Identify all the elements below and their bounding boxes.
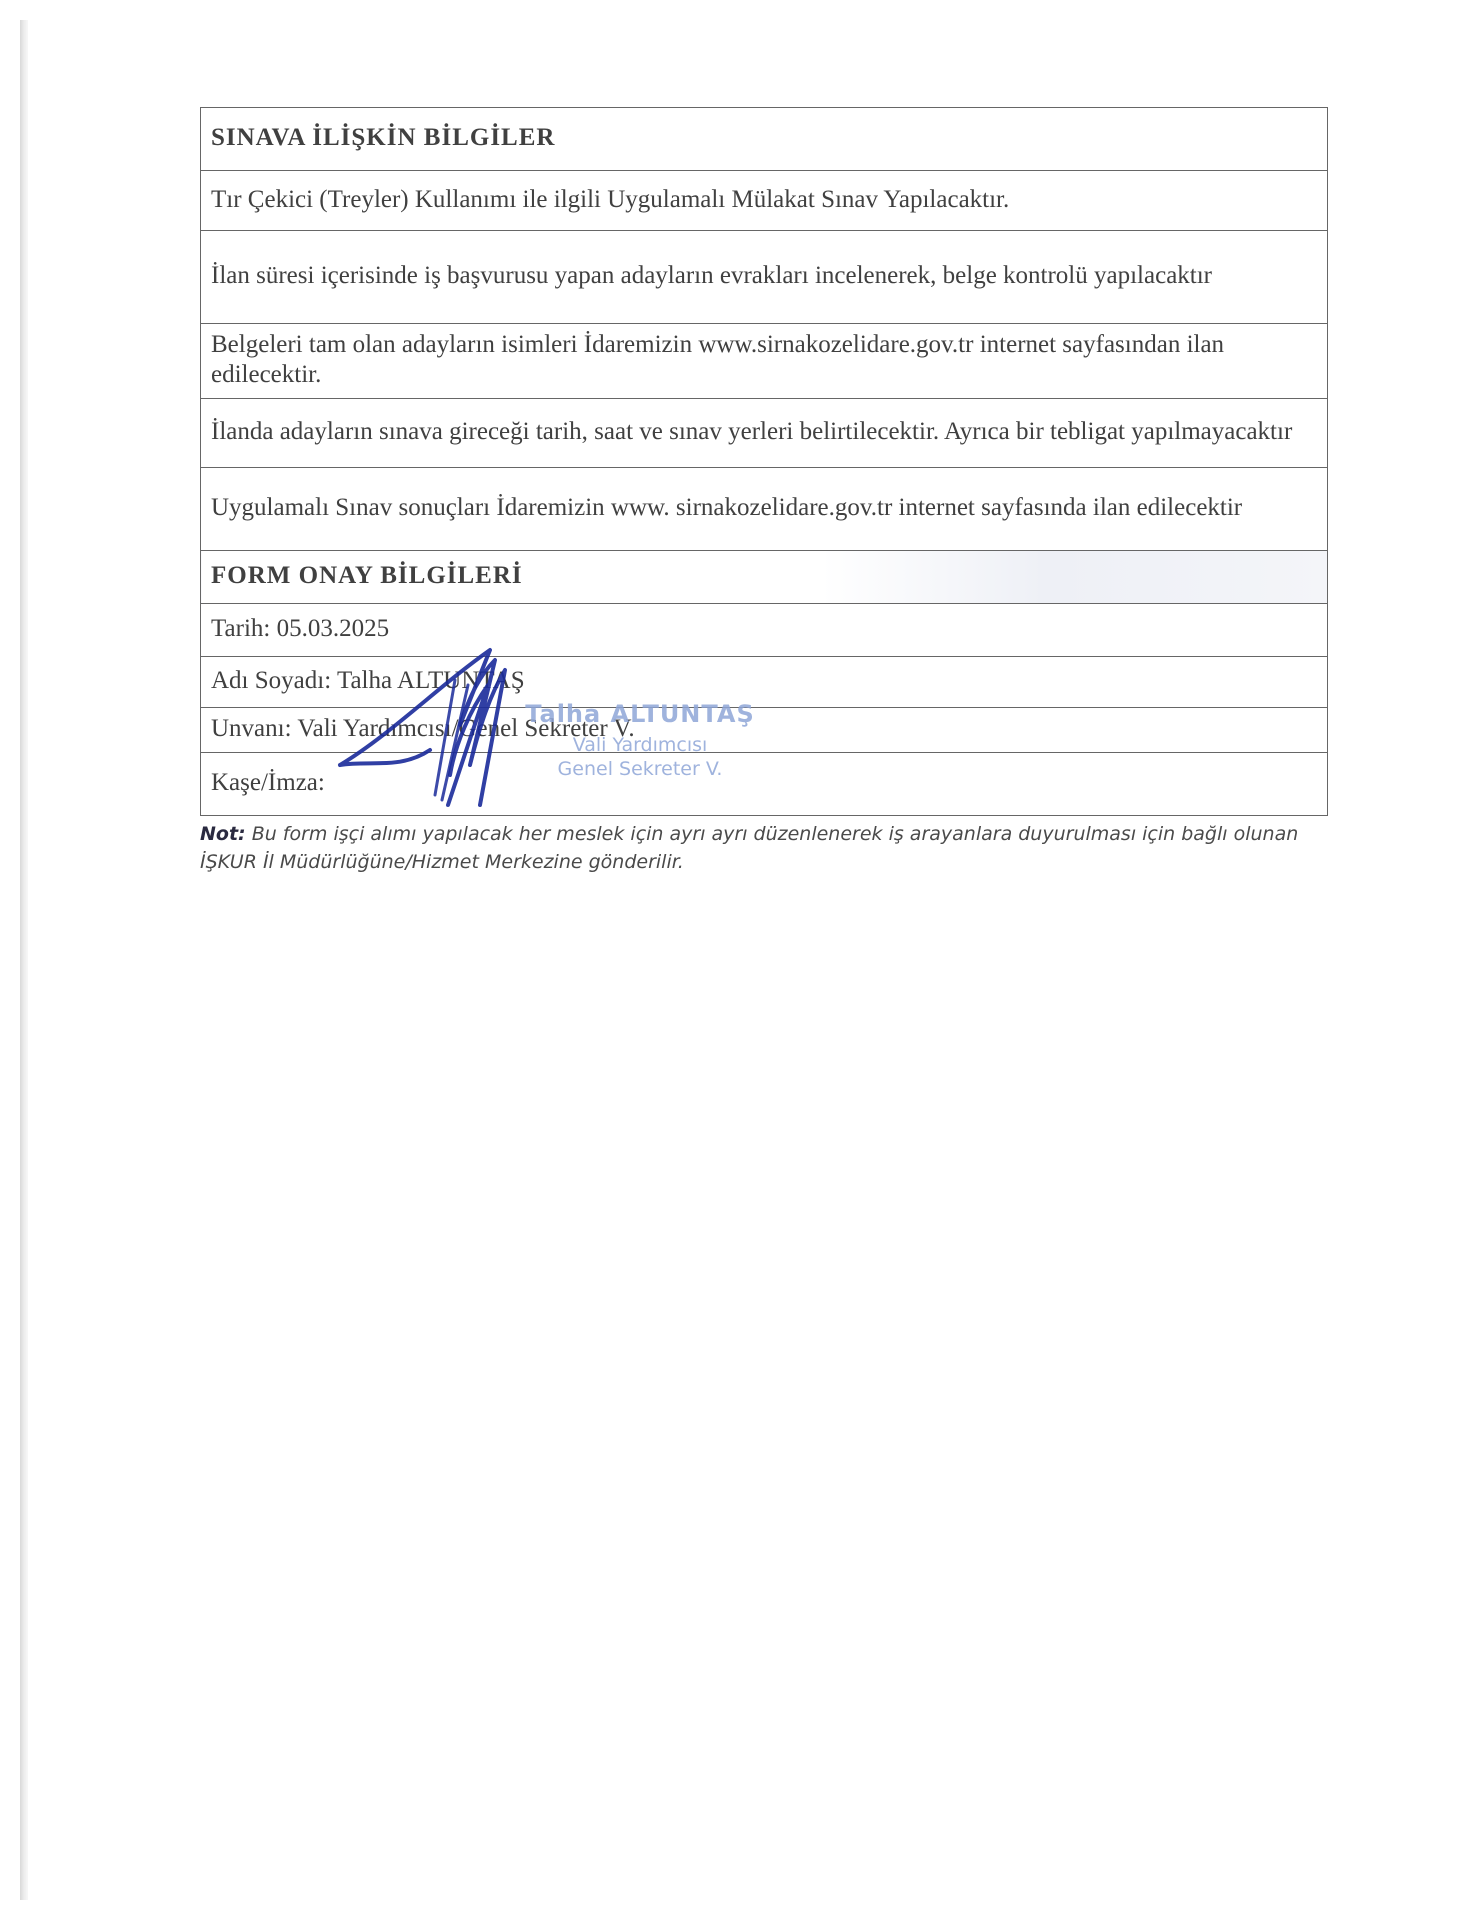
table-row [201, 604, 1328, 657]
stamp-signature-field: Kaşe/İmza: [201, 753, 1328, 816]
table-row [201, 399, 1328, 468]
exam-info-row-5: Uygulamalı Sınav sonuçları İdaremizin www. sirnakozelidare.gov.tr internet sayfasında ilan edilecektir [201, 468, 1328, 551]
exam-info-title: SINAVA İLİŞKİN BİLGİLER [201, 108, 1328, 171]
official-stamp [510, 700, 770, 780]
form-approval-title: FORM ONAY BİLGİLERİ [201, 551, 1328, 604]
title-field: Unvanı: Vali Yardımcısı/Genel Sekreter V. [201, 708, 1328, 753]
stamp-title: Vali Yardımcısı [572, 734, 708, 756]
signature-icon [330, 655, 530, 825]
table-row [201, 468, 1328, 551]
stamp-name: Talha ALTUNTAŞ [525, 700, 755, 728]
date-field: Tarih: 05.03.2025 [201, 604, 1328, 657]
name-field: Adı Soyadı: Talha ALTUNTAŞ [201, 657, 1328, 708]
form-approval-header-row [201, 551, 1328, 604]
exam-info-row-1: Tır Çekici (Treyler) Kullanımı ile ilgili Uygulamalı Mülakat Sınav Yapılacaktır. [201, 171, 1328, 231]
note-label: Not: [200, 823, 246, 845]
footer-note [200, 820, 1310, 876]
exam-info-row-3: Belgeleri tam olan adayların isimleri İdaremizin www.sirnakozelidare.gov.tr internet sayfasından ilan edilecektir. [201, 324, 1328, 399]
scan-edge [20, 20, 28, 1900]
table-row [201, 324, 1328, 399]
table-row [201, 231, 1328, 324]
exam-info-header-row [201, 108, 1328, 171]
stamp-subtitle: Genel Sekreter V. [557, 758, 723, 780]
note-text: Bu form işçi alımı yapılacak her meslek için ayrı ayrı düzenlenerek iş arayanlara duyurulması için bağlı olunan İŞKUR İl Müdürlüğüne/Hizmet Merkezine gönderilir. [200, 823, 1299, 873]
exam-info-row-2: İlan süresi içerisinde iş başvurusu yapan adayların evrakları incelenerek, belge kontrolü yapılacaktır [201, 231, 1328, 324]
table-row [201, 171, 1328, 231]
exam-info-row-4: İlanda adayların sınava gireceği tarih, saat ve sınav yerleri belirtilecektir. Ayrıca bir tebligat yapılmayacaktır [201, 399, 1328, 468]
